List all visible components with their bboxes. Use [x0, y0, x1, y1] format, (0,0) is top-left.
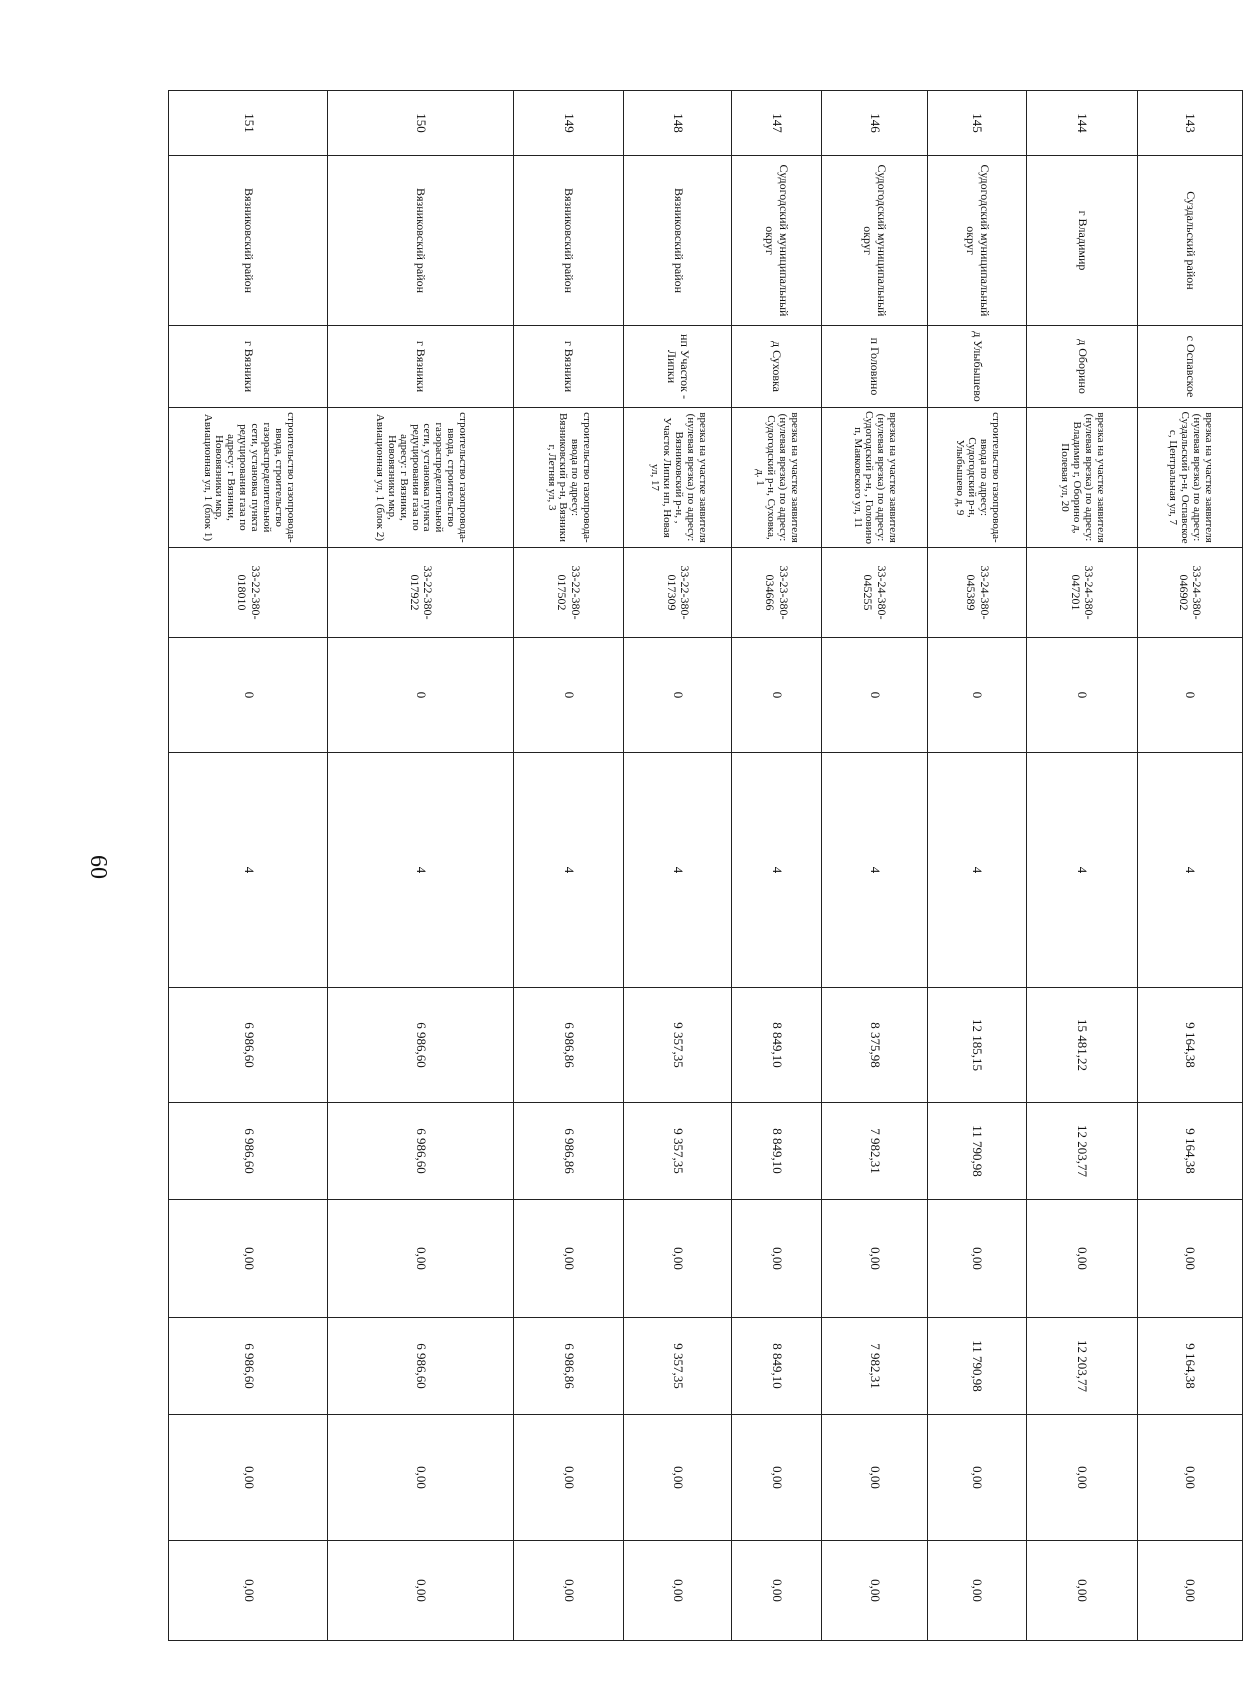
- param-a-cell: 0: [1137, 638, 1242, 753]
- value-6-cell: 0,00: [732, 1541, 821, 1641]
- settlement-cell: г Вязники: [169, 326, 328, 408]
- value-5-cell: 0,00: [1026, 1415, 1137, 1541]
- application-code-cell: 33-22-380-017922: [328, 548, 513, 638]
- row-number: 145: [928, 91, 1027, 156]
- application-code-cell: 33-22-380-017309: [624, 548, 732, 638]
- value-6-cell: 0,00: [624, 1541, 732, 1641]
- param-a-cell: 0: [169, 638, 328, 753]
- value-1-cell: 8 375,98: [821, 988, 928, 1103]
- value-6-cell: 0,00: [928, 1541, 1027, 1641]
- object-description-cell: строительство газопровода-ввода, строительство газораспределительной сети, установка пункта редуцирования газа по адресу: г Вязники, Нововязники мкр, Авиационная ул, 1 (блок 1): [169, 408, 328, 548]
- table-row: [328, 91, 513, 1641]
- param-a-cell: 0: [328, 638, 513, 753]
- param-a-cell: 0: [1026, 638, 1137, 753]
- settlement-cell: г Вязники: [328, 326, 513, 408]
- settlement-cell: с Оспавское: [1137, 326, 1242, 408]
- value-5-cell: 0,00: [732, 1415, 821, 1541]
- value-1-cell: 9 357,35: [624, 988, 732, 1103]
- district-cell: Судогодский муниципальный округ: [821, 156, 928, 326]
- object-description-cell: врезка на участке заявителя (нулевая врезка) по адресу: Владимир г, Оборино д, Полевая ул, 20: [1026, 408, 1137, 548]
- value-3-cell: 0,00: [513, 1200, 624, 1318]
- object-description-cell: врезка на участке заявителя (нулевая врезка) по адресу: Суздальский р-н, Оспавское с, Центральная ул, 7: [1137, 408, 1242, 548]
- district-cell: Вязниковский район: [624, 156, 732, 326]
- value-4-cell: 9 357,35: [624, 1318, 732, 1415]
- row-number: 151: [169, 91, 328, 156]
- value-3-cell: 0,00: [624, 1200, 732, 1318]
- value-5-cell: 0,00: [1137, 1415, 1242, 1541]
- object-description-cell: строительство газопровода-ввода, строительство газораспределительной сети, установка пункта редуцирования газа по адресу: г Вязники, Нововязники мкр, Авиационная ул, 1 (блок 2): [328, 408, 513, 548]
- district-cell: Судогодский муниципальный округ: [928, 156, 1027, 326]
- district-cell: Суздальский район: [1137, 156, 1242, 326]
- table-row: [928, 91, 1027, 1641]
- param-a-cell: 0: [821, 638, 928, 753]
- param-b-cell: 4: [732, 753, 821, 988]
- row-number: 144: [1026, 91, 1137, 156]
- param-b-cell: 4: [624, 753, 732, 988]
- object-description-cell: врезка на участке заявителя (нулевая врезка) по адресу: Судогодский р-н, , Головино п, Маяковского ул, 11: [821, 408, 928, 548]
- value-2-cell: 8 849,10: [732, 1103, 821, 1200]
- page-number: 60: [85, 855, 111, 879]
- value-3-cell: 0,00: [821, 1200, 928, 1318]
- param-b-cell: 4: [169, 753, 328, 988]
- value-2-cell: 6 986,60: [169, 1103, 328, 1200]
- value-6-cell: 0,00: [821, 1541, 928, 1641]
- value-4-cell: 7 982,31: [821, 1318, 928, 1415]
- application-code-cell: 33-22-380-018010: [169, 548, 328, 638]
- value-1-cell: 6 986,60: [169, 988, 328, 1103]
- value-2-cell: 7 982,31: [821, 1103, 928, 1200]
- value-4-cell: 12 203,77: [1026, 1318, 1137, 1415]
- table-row: [513, 91, 624, 1641]
- param-b-cell: 4: [928, 753, 1027, 988]
- table-row: [624, 91, 732, 1641]
- tariff-table: [168, 90, 1243, 1641]
- value-5-cell: 0,00: [624, 1415, 732, 1541]
- param-b-cell: 4: [1137, 753, 1242, 988]
- table-row: [1026, 91, 1137, 1641]
- table-row: [732, 91, 821, 1641]
- value-5-cell: 0,00: [328, 1415, 513, 1541]
- settlement-cell: д Суховка: [732, 326, 821, 408]
- value-2-cell: 6 986,86: [513, 1103, 624, 1200]
- value-2-cell: 12 203,77: [1026, 1103, 1137, 1200]
- value-1-cell: 6 986,60: [328, 988, 513, 1103]
- value-4-cell: 6 986,60: [169, 1318, 328, 1415]
- value-5-cell: 0,00: [821, 1415, 928, 1541]
- row-number: 143: [1137, 91, 1242, 156]
- row-number: 146: [821, 91, 928, 156]
- table-row: [1137, 91, 1242, 1641]
- settlement-cell: п Головино: [821, 326, 928, 408]
- district-cell: Судогодский муниципальный округ: [732, 156, 821, 326]
- settlement-cell: г Вязники: [513, 326, 624, 408]
- application-code-cell: 33-24-380-047201: [1026, 548, 1137, 638]
- value-4-cell: 9 164,38: [1137, 1318, 1242, 1415]
- value-3-cell: 0,00: [1137, 1200, 1242, 1318]
- value-4-cell: 8 849,10: [732, 1318, 821, 1415]
- object-description-cell: строительство газопровода-ввода по адресу: Вязниковский р-н, Вязники г, Летняя ул, 3: [513, 408, 624, 548]
- value-2-cell: 9 357,35: [624, 1103, 732, 1200]
- value-3-cell: 0,00: [732, 1200, 821, 1318]
- district-cell: Вязниковский район: [513, 156, 624, 326]
- settlement-cell: нп Участок - Липки: [624, 326, 732, 408]
- application-code-cell: 33-24-380-046902: [1137, 548, 1242, 638]
- value-4-cell: 11 790,98: [928, 1318, 1027, 1415]
- value-1-cell: 8 849,10: [732, 988, 821, 1103]
- table-row: [169, 91, 328, 1641]
- param-b-cell: 4: [821, 753, 928, 988]
- value-1-cell: 6 986,86: [513, 988, 624, 1103]
- value-1-cell: 12 185,15: [928, 988, 1027, 1103]
- row-number: 149: [513, 91, 624, 156]
- application-code-cell: 33-23-380-034666: [732, 548, 821, 638]
- value-3-cell: 0,00: [169, 1200, 328, 1318]
- settlement-cell: д Оборино: [1026, 326, 1137, 408]
- param-a-cell: 0: [624, 638, 732, 753]
- value-6-cell: 0,00: [1026, 1541, 1137, 1641]
- value-6-cell: 0,00: [1137, 1541, 1242, 1641]
- value-5-cell: 0,00: [513, 1415, 624, 1541]
- value-6-cell: 0,00: [169, 1541, 328, 1641]
- param-a-cell: 0: [513, 638, 624, 753]
- value-3-cell: 0,00: [328, 1200, 513, 1318]
- value-5-cell: 0,00: [169, 1415, 328, 1541]
- param-a-cell: 0: [732, 638, 821, 753]
- row-number: 147: [732, 91, 821, 156]
- value-4-cell: 6 986,60: [328, 1318, 513, 1415]
- application-code-cell: 33-22-380-017502: [513, 548, 624, 638]
- value-3-cell: 0,00: [928, 1200, 1027, 1318]
- value-1-cell: 9 164,38: [1137, 988, 1242, 1103]
- param-b-cell: 4: [1026, 753, 1137, 988]
- table-row: [821, 91, 928, 1641]
- settlement-cell: д Улыбышево: [928, 326, 1027, 408]
- district-cell: Вязниковский район: [328, 156, 513, 326]
- object-description-cell: врезка на участке заявителя (нулевая врезка) по адресу: Судогодский р-н, Суховка, д. 1: [732, 408, 821, 548]
- rotated-table-container: [168, 90, 1243, 1640]
- object-description-cell: врезка на участке заявителя (нулевая врезка) по адресу: Вязниковский р-н, , Участок Липки нп, Новая ул, 17: [624, 408, 732, 548]
- value-6-cell: 0,00: [513, 1541, 624, 1641]
- table-body: [169, 91, 1243, 1641]
- row-number: 150: [328, 91, 513, 156]
- value-5-cell: 0,00: [928, 1415, 1027, 1541]
- param-b-cell: 4: [513, 753, 624, 988]
- value-2-cell: 6 986,60: [328, 1103, 513, 1200]
- value-3-cell: 0,00: [1026, 1200, 1137, 1318]
- value-4-cell: 6 986,86: [513, 1318, 624, 1415]
- application-code-cell: 33-24-380-045255: [821, 548, 928, 638]
- district-cell: Вязниковский район: [169, 156, 328, 326]
- param-b-cell: 4: [328, 753, 513, 988]
- value-2-cell: 9 164,38: [1137, 1103, 1242, 1200]
- value-2-cell: 11 790,98: [928, 1103, 1027, 1200]
- object-description-cell: строительство газопровода-ввода по адресу: Судогодский р-н, Улыбышево д, 9: [928, 408, 1027, 548]
- district-cell: г Владимир: [1026, 156, 1137, 326]
- application-code-cell: 33-24-380-045389: [928, 548, 1027, 638]
- param-a-cell: 0: [928, 638, 1027, 753]
- value-6-cell: 0,00: [328, 1541, 513, 1641]
- value-1-cell: 15 481,22: [1026, 988, 1137, 1103]
- row-number: 148: [624, 91, 732, 156]
